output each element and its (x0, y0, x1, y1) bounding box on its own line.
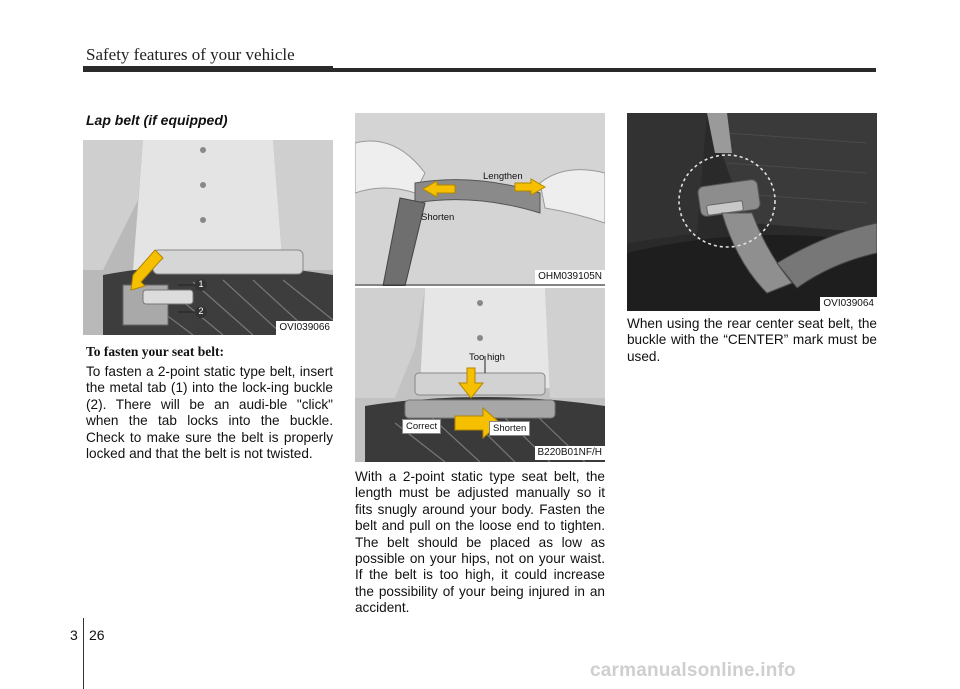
adjust-paragraph: With a 2-point static type seat belt, the length must be adjusted manually so it fits snugly around your body. Fasten the belt and pull on the loose end to tighten. The belt should be placed as low as possible on your hips, not on your waist. If the belt is too high, it could increase the possibility of your being injured in an accident. (355, 469, 605, 616)
illustration-length-adjust (355, 113, 605, 286)
label-lengthen: Lengthen (483, 171, 523, 182)
label-too-high: Too high (469, 352, 505, 363)
header-rule-accent (83, 66, 333, 72)
chapter-number: 3 (70, 627, 78, 643)
figure-code: OVI039064 (820, 297, 877, 311)
footer-divider (83, 618, 84, 689)
header-title: Safety features of your vehicle (86, 45, 295, 64)
fasten-paragraph: To fasten a 2-point static type belt, insert the metal tab (1) into the lock-ing buckle (2). There will be an audi-ble "click" when the tab locks into the buckle. Check to make sure the belt is properly locked and that the belt is not twisted. (86, 364, 333, 462)
figure-code: B220B01NF/H (535, 446, 605, 460)
illustration-belt-position (355, 288, 605, 462)
figure-rear-center-buckle (627, 113, 877, 311)
callout-2: 2 (195, 306, 207, 318)
page-number: 26 (89, 627, 105, 643)
header-rule (83, 68, 876, 72)
figure-belt-length-adjust (355, 113, 605, 286)
watermark: carmanualsonline.info (590, 660, 796, 681)
illustration-center-buckle (627, 113, 877, 311)
figure-code: OHM039105N (535, 270, 605, 284)
figure-lap-belt-fastening (83, 140, 333, 335)
label-shorten: Shorten (421, 212, 455, 223)
fasten-subheading: To fasten your seat belt: (86, 344, 224, 359)
label-shorten-position: Shorten (489, 421, 530, 436)
illustration-fastening (83, 140, 333, 335)
figure-belt-position (355, 288, 605, 462)
label-correct: Correct (402, 419, 441, 434)
figure-code: OVI039066 (276, 321, 333, 335)
section-heading: Lap belt (if equipped) (86, 112, 228, 128)
center-belt-paragraph: When using the rear center seat belt, the buckle with the “CENTER” mark must be used. (627, 316, 877, 364)
callout-1: 1 (195, 279, 207, 291)
